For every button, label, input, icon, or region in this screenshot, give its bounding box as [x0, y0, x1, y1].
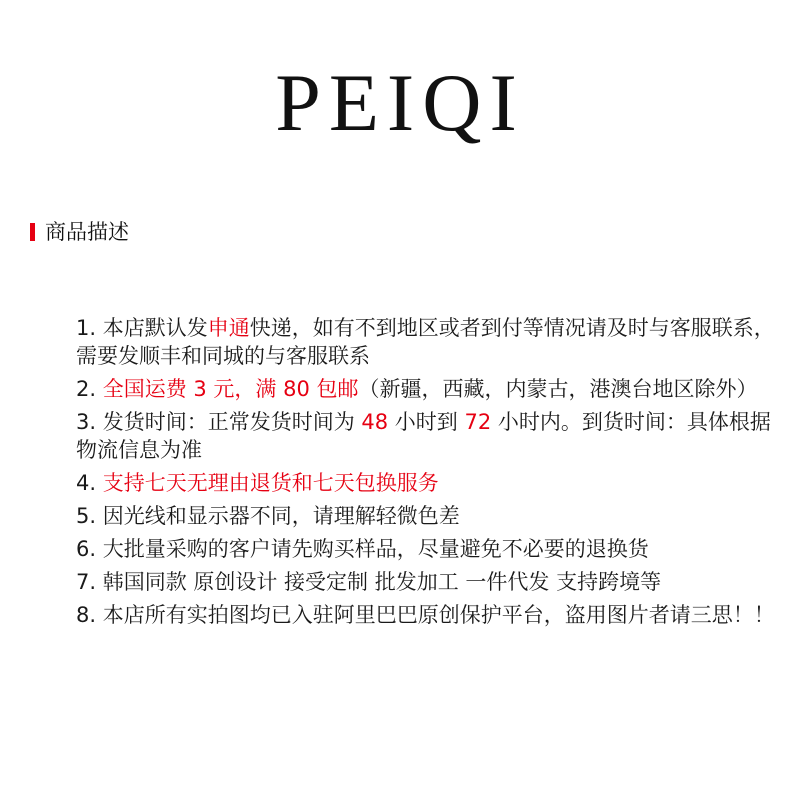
list-item — [76, 502, 776, 530]
item-text: 8. 本店所有实拍图均已入驻阿里巴巴原创保护平台，盗用图片者请三思！！ — [76, 603, 775, 627]
item-text: （新疆，西藏，内蒙古，港澳台地区除外） — [358, 377, 758, 401]
list-item — [76, 314, 776, 370]
item-text: 1. 本店默认发 — [76, 316, 208, 340]
item-text: 6. 大批量采购的客户请先购买样品，尽量避免不必要的退换货 — [76, 537, 649, 561]
item-text: 2. — [76, 377, 103, 401]
section-marker — [30, 223, 35, 241]
list-item — [76, 408, 776, 464]
item-highlight: 72 — [464, 410, 492, 434]
description-list — [76, 314, 776, 634]
item-highlight: 全国运费 3 元，满 80 包邮 — [102, 377, 359, 401]
item-text: 3. 发货时间：正常发货时间为 — [76, 410, 362, 434]
item-highlight: 支持七天无理由退货和七天包换服务 — [102, 471, 439, 495]
list-item — [76, 568, 776, 596]
item-text: 7. 韩国同款 原创设计 接受定制 批发加工 一件代发 支持跨境等 — [76, 570, 662, 594]
list-item — [76, 535, 776, 563]
item-text: 5. 因光线和显示器不同，请理解轻微色差 — [76, 504, 460, 528]
item-text: 小时内。到货时间：具体根据物流信息为准 — [76, 410, 771, 462]
item-text: 快递，如有不到地区或者到付等情况请及时与客服联系，需要发顺丰和同城的与客服联系 — [76, 316, 775, 368]
item-text: 小时到 — [388, 410, 465, 434]
item-text: 4. — [76, 471, 103, 495]
section-header — [30, 218, 129, 246]
list-item — [76, 469, 776, 497]
item-highlight: 48 — [361, 410, 389, 434]
brand-logo: PEIQI — [275, 57, 525, 148]
list-item — [76, 601, 776, 629]
item-highlight: 申通 — [207, 316, 250, 340]
section-title: 商品描述 — [45, 220, 129, 244]
list-item — [76, 375, 776, 403]
